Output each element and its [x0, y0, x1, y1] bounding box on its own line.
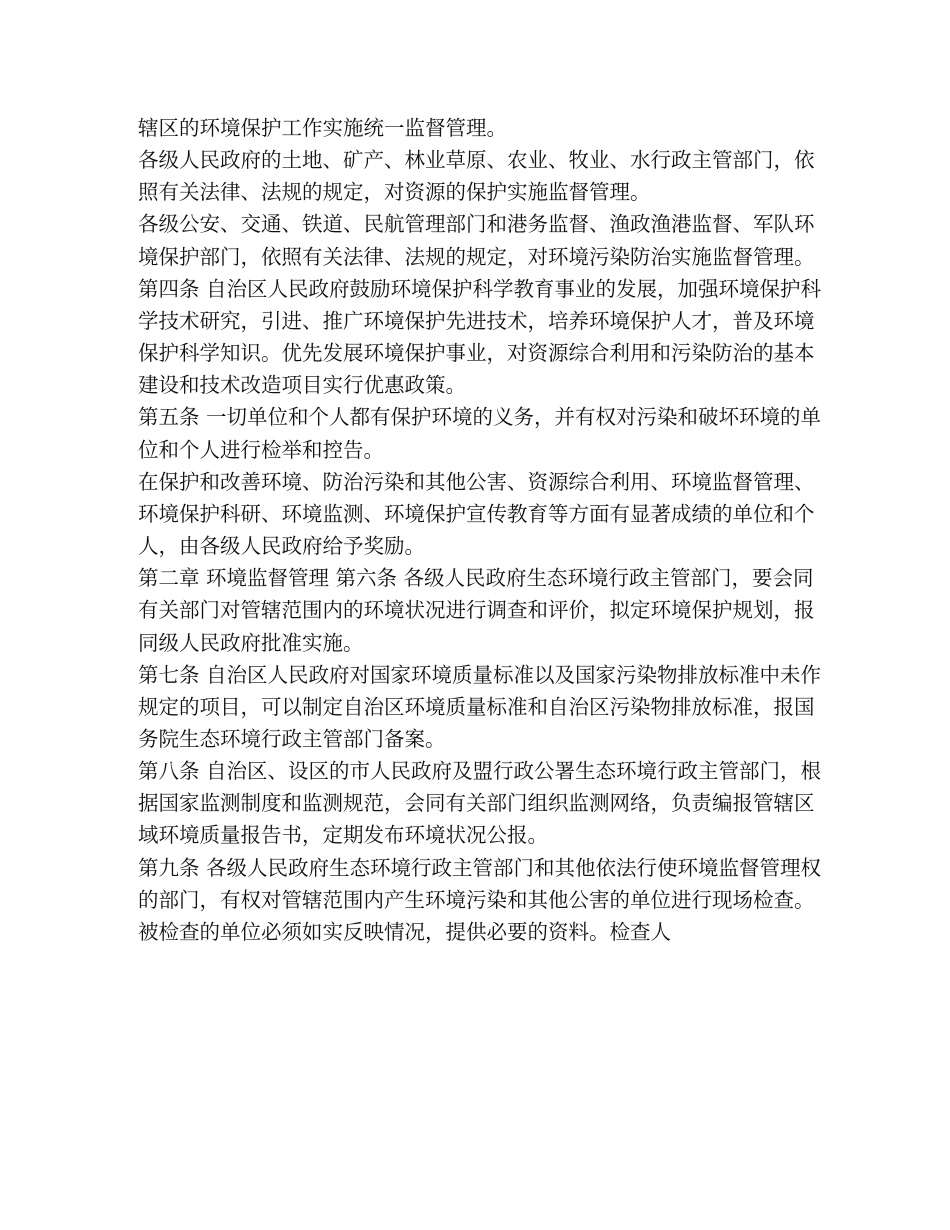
article-5-paragraph: 第五条 一切单位和个人都有保护环境的义务，并有权对污染和破坏环境的单位和个人进行检举和控告。: [138, 405, 822, 462]
article-7-paragraph: 第七条 自治区人民政府对国家环境质量标准以及国家污染物排放标准中未作规定的项目，可以制定自治区环境质量标准和自治区污染物排放标准，报国务院生态环境行政主管部门备案。: [138, 662, 822, 751]
article-9-paragraph: 第九条 各级人民政府生态环境行政主管部门和其他依法行使环境监督管理权的部门，有权对管辖范围内产生环境污染和其他公害的单位进行现场检查。被检查的单位必须如实反映情况，提供必要的资料。检查人: [138, 855, 822, 944]
document-body: [138, 112, 828, 948]
article-4-paragraph: 第四条 自治区人民政府鼓励环境保护科学教育事业的发展，加强环境保护科学技术研究，引进、推广环境保护先进技术，培养环境保护人才，普及环境保护科学知识。优先发展环境保护事业，对资源综合利用和污染防治的基本建设和技术改造项目实行优惠政策。: [138, 276, 822, 398]
paragraph-1: 辖区的环境保护工作实施统一监督管理。: [138, 116, 507, 140]
chapter-2-article-6-paragraph: 第二章 环境监督管理 第六条 各级人民政府生态环境行政主管部门，要会同有关部门对管辖范围内的环境状况进行调查和评价，拟定环境保护规划，报同级人民政府批准实施。: [138, 566, 815, 655]
paragraph-2: 各级人民政府的土地、矿产、林业草原、农业、牧业、水行政主管部门，依照有关法律、法规的规定，对资源的保护实施监督管理。: [138, 148, 815, 205]
reward-paragraph: 在保护和改善环境、防治污染和其他公害、资源综合利用、环境监督管理、环境保护科研、环境监测、环境保护宣传教育等方面有显著成绩的单位和个人，由各级人民政府给予奖励。: [138, 469, 815, 559]
article-8-paragraph: 第八条 自治区、设区的市人民政府及盟行政公署生态环境行政主管部门，根据国家监测制度和监测规范，会同有关部门组织监测网络，负责编报管辖区域环境质量报告书，定期发布环境状况公报。: [138, 759, 822, 848]
paragraph-3: 各级公安、交通、铁道、民航管理部门和港务监督、渔政渔港监督、军队环境保护部门，依照有关法律、法规的规定，对环境污染防治实施监督管理。: [138, 212, 815, 269]
